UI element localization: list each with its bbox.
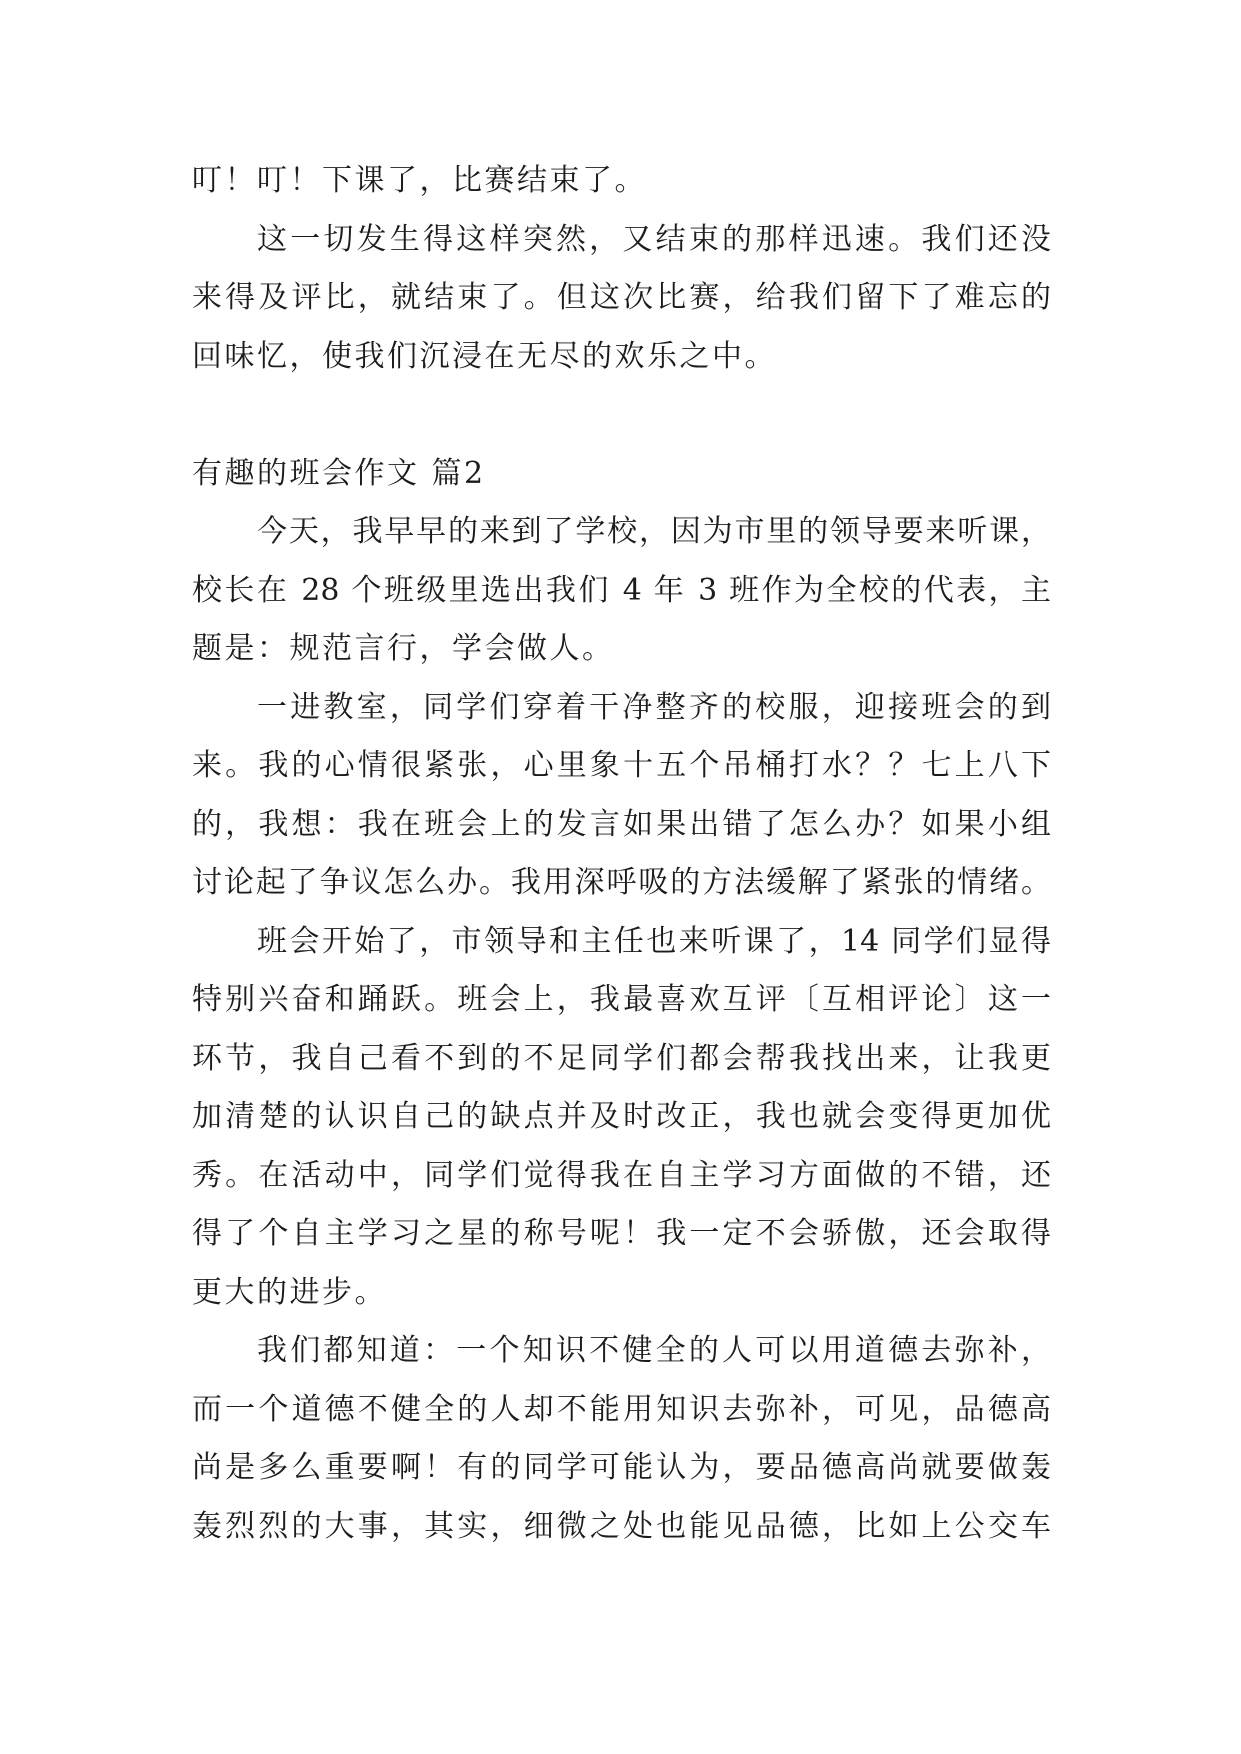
- text-line: 校长在 28 个班级里选出我们 4 年 3 班作为全校的代表，主: [192, 572, 1051, 608]
- text-line: 叮！叮！下课了，比赛结束了。: [192, 163, 647, 198]
- paragraph: [192, 211, 1051, 387]
- paragraph: [192, 152, 1051, 211]
- text-line: 加清楚的认识自己的缺点并及时改正，我也就会变得更加优: [192, 1099, 1051, 1134]
- text-line: 更大的进步。: [192, 1274, 387, 1310]
- text-line: 来得及评比，就结束了。但这次比赛，给我们留下了难忘的: [192, 280, 1051, 315]
- essay-title: 有趣的班会作文 篇2: [192, 455, 486, 491]
- text-line: 而一个道德不健全的人却不能用知识去弥补，可见，品德高: [192, 1391, 1051, 1427]
- text-line: 班会开始了，市领导和主任也来听课了，14 同学们显得: [257, 923, 1051, 959]
- text-line: 来。我的心情很紧张，心里象十五个吊桶打水？？七上八下: [192, 748, 1051, 783]
- text-line: 尚是多么重要啊！有的同学可能认为，要品德高尚就要做轰: [192, 1450, 1051, 1485]
- text-line: 环节，我自己看不到的不足同学们都会帮我找出来，让我更: [192, 1040, 1051, 1076]
- text-line: 秀。在活动中，同学们觉得我在自主学习方面做的不错，还: [192, 1157, 1051, 1193]
- text-line: 回味忆，使我们沉浸在无尽的欢乐之中。: [192, 338, 777, 374]
- text-line: 特别兴奋和踊跃。班会上，我最喜欢互评〔互相评论〕这一: [192, 982, 1051, 1017]
- paragraph: [192, 913, 1051, 1323]
- text-line: 轰烈烈的大事，其实，细微之处也能见品德，比如上公交车: [192, 1508, 1051, 1544]
- paragraph: [192, 679, 1051, 913]
- text-line: 得了个自主学习之星的称号呢！我一定不会骄傲，还会取得: [192, 1216, 1051, 1251]
- previous-essay-section: [192, 152, 1051, 386]
- text-line: 我们都知道：一个知识不健全的人可以用道德去弥补，: [257, 1333, 1051, 1368]
- text-line: 题是：规范言行，学会做人。: [192, 631, 615, 666]
- text-line: 一进教室，同学们穿着干净整齐的校服，迎接班会的到: [257, 689, 1051, 725]
- text-line: 的，我想：我在班会上的发言如果出错了怎么办？如果小组: [192, 806, 1051, 842]
- document-page: [192, 152, 1051, 1556]
- text-line: 这一切发生得这样突然，又结束的那样迅速。我们还没: [257, 221, 1051, 257]
- paragraph: [192, 503, 1051, 679]
- essay-section: [192, 445, 1051, 1557]
- paragraph: [192, 1322, 1051, 1556]
- text-line: 今天，我早早的来到了学校，因为市里的领导要来听课，: [257, 514, 1051, 549]
- text-line: 讨论起了争议怎么办。我用深呼吸的方法缓解了紧张的情绪。: [192, 865, 1051, 900]
- blank-line: [192, 386, 1051, 445]
